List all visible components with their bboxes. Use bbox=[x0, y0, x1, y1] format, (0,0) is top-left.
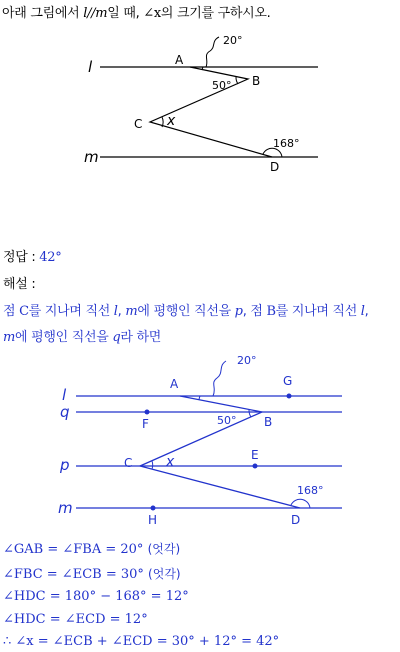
s1-line-l: l bbox=[113, 304, 118, 319]
equation-5-expr: ∴ ∠x = ∠ECB + ∠ECD = 30° + 12° = 42° bbox=[3, 634, 280, 649]
fig1-label-D: D bbox=[270, 160, 280, 174]
fig2-arc-B bbox=[249, 410, 251, 417]
fig2-label-l: l bbox=[62, 386, 67, 404]
fig2-point-H bbox=[151, 506, 156, 511]
s2-line-q: q bbox=[112, 330, 121, 345]
fig2-point-G bbox=[287, 394, 292, 399]
question-prefix: 아래 그림에서 bbox=[2, 6, 84, 21]
fig2-point-F bbox=[145, 410, 150, 415]
s1-part-e: , 점 bbox=[242, 304, 267, 319]
s2-part-a: 에 평행인 직선을 bbox=[15, 330, 113, 345]
fig2-label-q: q bbox=[60, 403, 70, 421]
fig2-point-E bbox=[253, 464, 258, 469]
fig1-angle-168: 168° bbox=[273, 137, 300, 150]
fig1-label-l: l bbox=[88, 58, 93, 76]
s2-line-m: m bbox=[3, 330, 16, 345]
equation-1 bbox=[3, 540, 180, 557]
question-mid: 일 때, bbox=[107, 6, 144, 21]
fig1-label-A: A bbox=[175, 53, 184, 67]
equation-5 bbox=[3, 634, 279, 649]
fig2-label-F: F bbox=[142, 417, 149, 431]
fig2-label-G: G bbox=[283, 374, 293, 388]
fig1-angle-50: 50° bbox=[212, 79, 232, 92]
fig1-angle-20: 20° bbox=[223, 34, 243, 47]
s1-part-d: 에 평행인 직선을 bbox=[137, 304, 235, 319]
fig1-arc-B bbox=[236, 77, 238, 84]
fig2-angle-20: 20° bbox=[237, 354, 257, 367]
s1-part-g: , bbox=[364, 304, 369, 319]
fig2-label-m: m bbox=[58, 499, 73, 517]
fig2-label-p: p bbox=[60, 456, 70, 474]
fig2-label-A: A bbox=[170, 377, 179, 391]
equation-1-note: (엇각) bbox=[147, 542, 181, 556]
fig2-label-D: D bbox=[291, 513, 301, 527]
answer-value: 42° bbox=[39, 250, 62, 265]
fig2-angle-x: x bbox=[166, 454, 175, 470]
answer-line bbox=[3, 246, 61, 265]
fig2-angle-168: 168° bbox=[297, 484, 324, 497]
fig2-zigzag bbox=[140, 396, 300, 508]
fig2-label-E: E bbox=[251, 448, 259, 462]
s1-part-c: , bbox=[117, 304, 126, 319]
equation-4-expr: ∠HDC = ∠ECD = 12° bbox=[3, 612, 148, 627]
equation-4 bbox=[3, 612, 148, 627]
s1-line-p: p bbox=[234, 304, 243, 319]
fig1-label-m: m bbox=[84, 148, 99, 166]
s1-line-l2: l bbox=[360, 304, 365, 319]
question-text bbox=[2, 2, 270, 21]
equation-2-expr: ∠FBC = ∠ECB = 30° bbox=[3, 567, 144, 582]
fig2-angle-50: 50° bbox=[217, 414, 237, 427]
fig1-label-C: C bbox=[134, 117, 143, 131]
s1-point-c: C bbox=[19, 304, 29, 319]
equation-3 bbox=[3, 589, 189, 604]
figure-2 bbox=[0, 346, 400, 536]
equation-2 bbox=[3, 565, 181, 582]
question-parallel: l//m bbox=[83, 6, 108, 21]
fig1-squiggle bbox=[206, 37, 219, 67]
explanation-sentence-1 bbox=[3, 300, 368, 319]
s2-part-b: 라 하면 bbox=[120, 330, 161, 345]
s1-part-a: 점 bbox=[3, 304, 20, 319]
s1-part-f: 를 지나며 직선 bbox=[275, 304, 361, 319]
explanation-label bbox=[3, 273, 35, 292]
equation-1-expr: ∠GAB = ∠FBA = 20° bbox=[3, 542, 144, 557]
fig1-arc-C bbox=[162, 117, 163, 127]
fig2-label-B: B bbox=[264, 415, 273, 429]
question-angle: ∠x bbox=[143, 6, 161, 21]
s1-line-m: m bbox=[125, 304, 138, 319]
figure-1 bbox=[0, 24, 400, 204]
fig2-arc-C bbox=[152, 461, 153, 469]
fig1-angle-x: x bbox=[167, 113, 176, 129]
s1-point-b: B bbox=[266, 304, 276, 319]
fig2-squiggle bbox=[213, 361, 226, 396]
explanation-label-text: 해설 : bbox=[3, 277, 36, 292]
equation-3-expr: ∠HDC = 180° − 168° = 12° bbox=[3, 589, 189, 604]
equation-2-note: (엇각) bbox=[148, 567, 181, 581]
explanation-sentence-2 bbox=[3, 326, 161, 345]
fig1-label-B: B bbox=[252, 74, 261, 88]
fig2-label-H: H bbox=[148, 513, 158, 527]
answer-label: 정답 : bbox=[3, 250, 40, 265]
fig2-label-C: C bbox=[124, 456, 133, 470]
s1-part-b: 를 지나며 직선 bbox=[28, 304, 114, 319]
question-suffix: 의 크기를 구하시오. bbox=[160, 6, 271, 21]
